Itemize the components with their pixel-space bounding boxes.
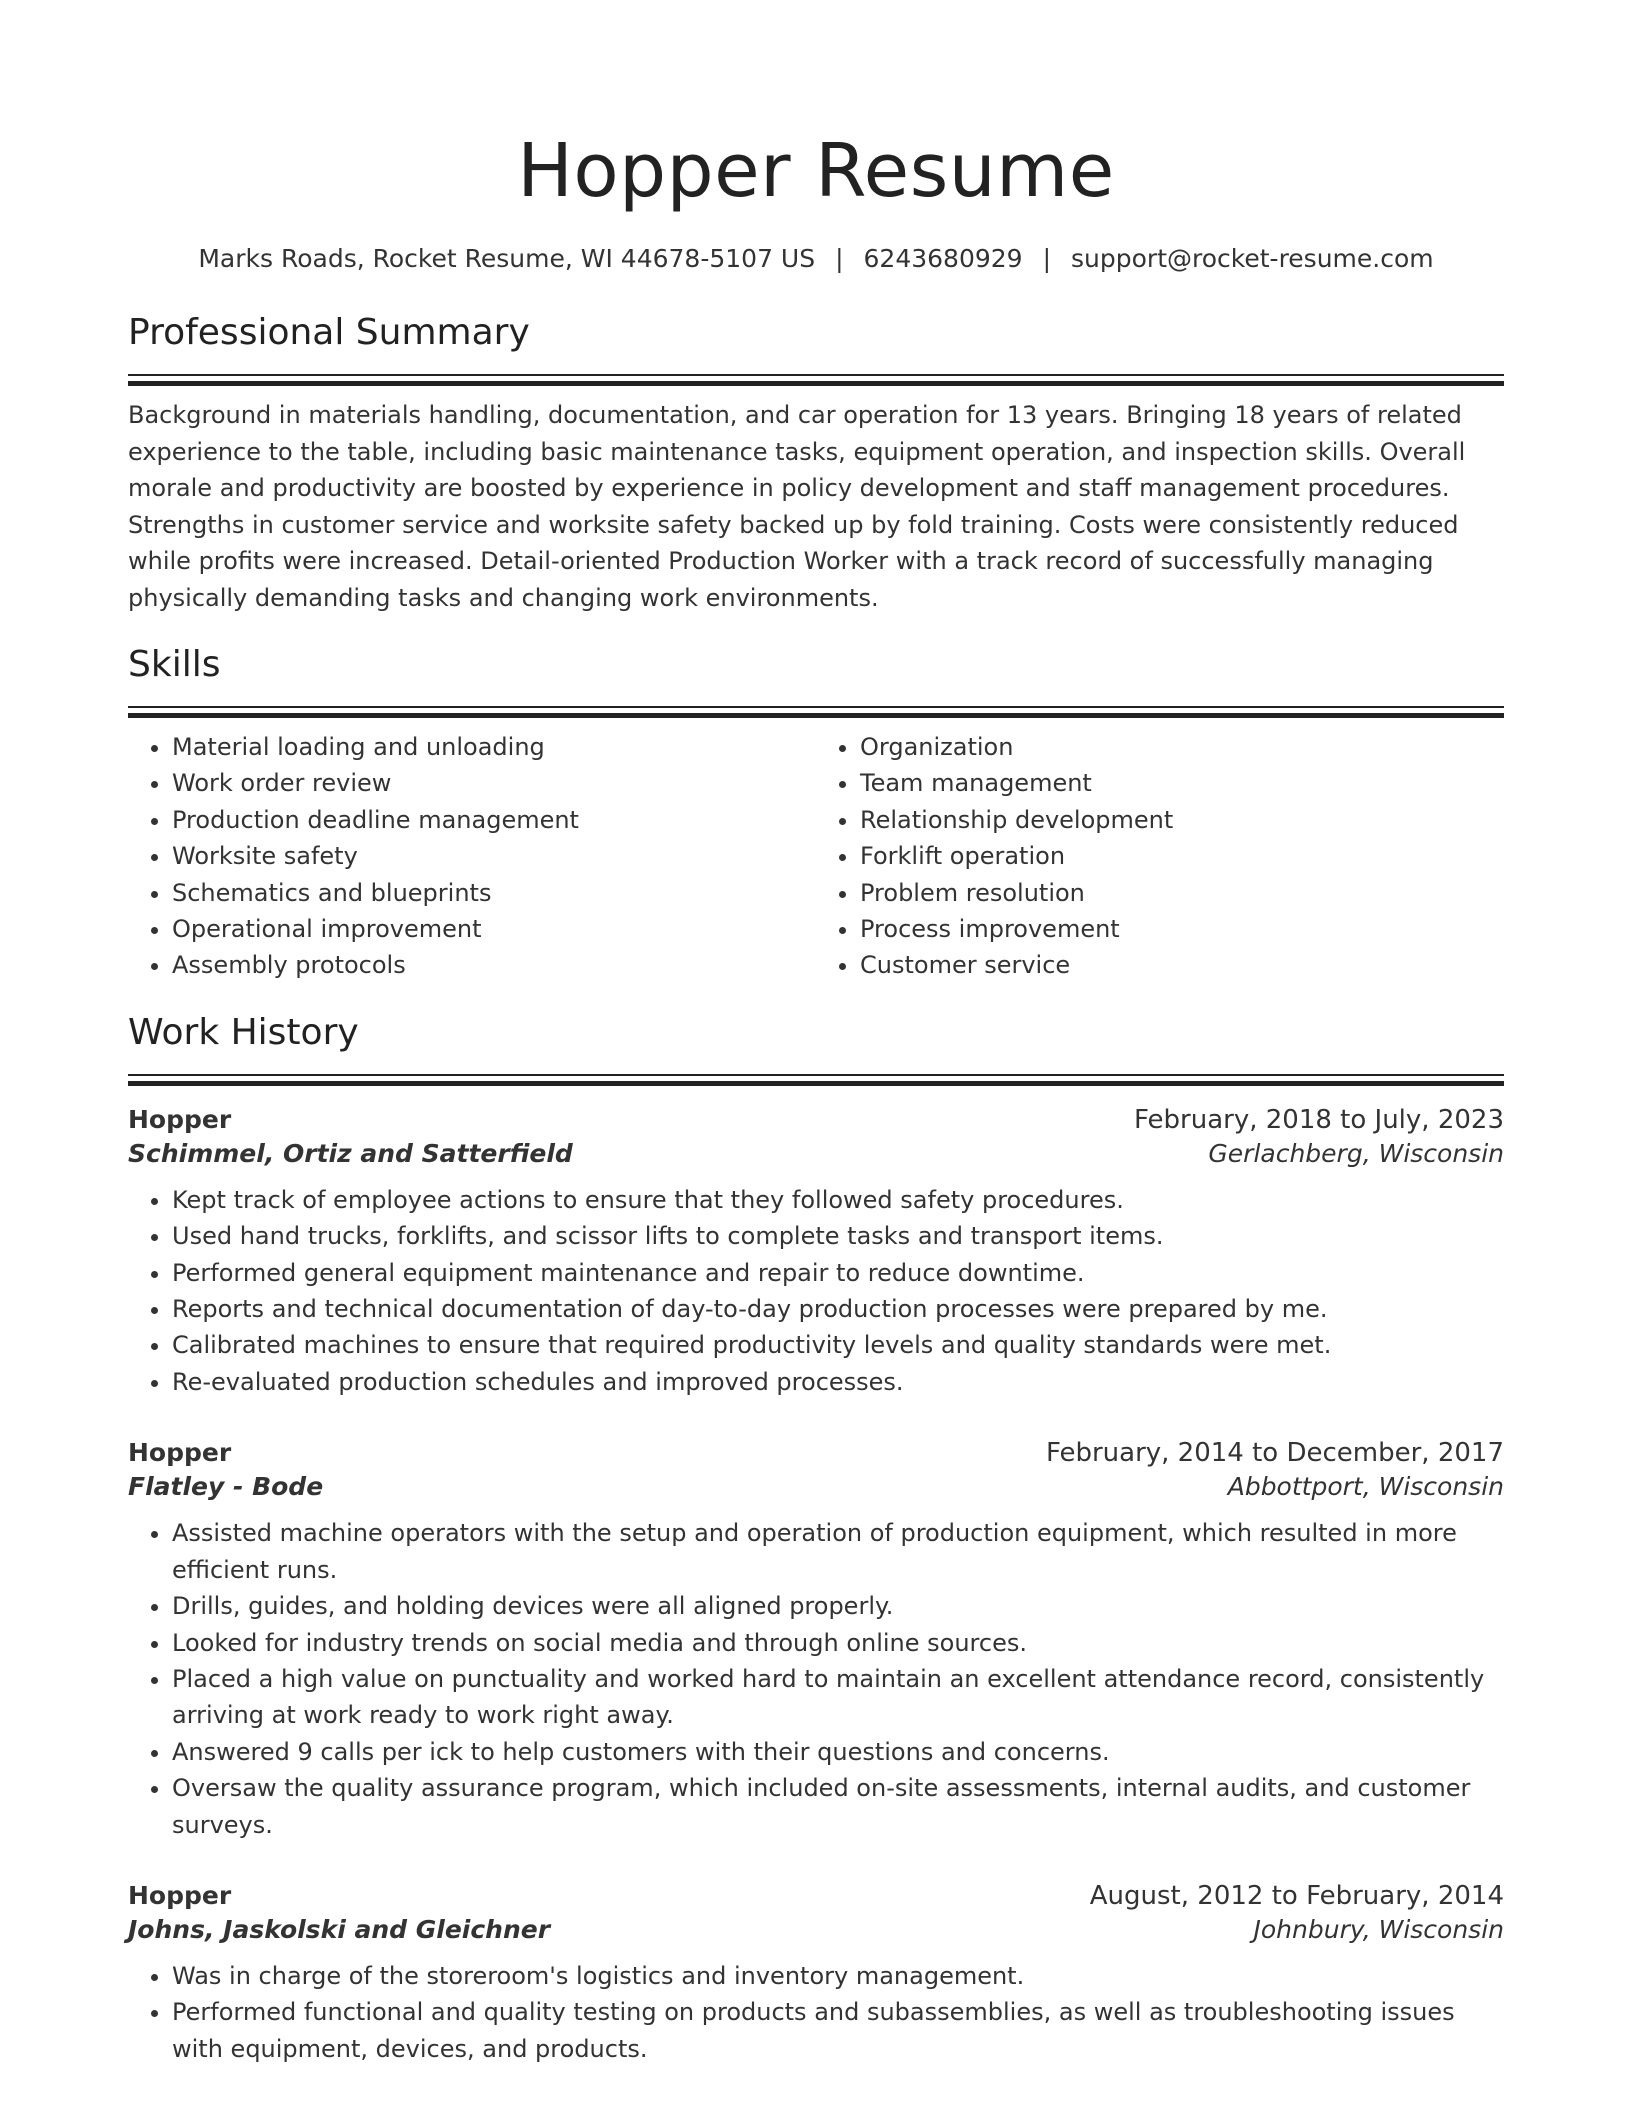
skill-item: • Assembly protocols [172, 947, 816, 983]
skills-list-right [816, 729, 1504, 984]
section-divider [128, 374, 1504, 385]
job-bullet: • Answered 9 calls per ick to help customers with their questions and concerns. [172, 1734, 1504, 1770]
job-dates: February, 2018 to July, 2023 [1134, 1104, 1504, 1135]
job-company: Johns, Jaskolski and Gleichner [128, 1914, 551, 1944]
job-dates: February, 2014 to December, 2017 [1045, 1438, 1504, 1469]
job-header [128, 1881, 1504, 1911]
skills-columns [128, 729, 1504, 984]
skill-item: • Material loading and unloading [172, 729, 816, 765]
job-bullet: • Performed general equipment maintenance and repair to reduce downtime. [172, 1255, 1504, 1291]
job-bullet: • Calibrated machines to ensure that required productivity levels and quality standards were met. [172, 1327, 1504, 1363]
job-bullet: • Looked for industry trends on social media and through online sources. [172, 1625, 1504, 1661]
skill-item: • Process improvement [860, 911, 1504, 947]
job-subheader [128, 1139, 1504, 1168]
skill-item: • Team management [860, 765, 1504, 801]
job-company: Schimmel, Ortiz and Satterfield [128, 1138, 573, 1168]
skill-item: • Work order review [172, 765, 816, 801]
skill-item: • Forklift operation [860, 838, 1504, 874]
job-bullets [128, 1182, 1504, 1400]
job-bullet: • Drills, guides, and holding devices were all aligned properly. [172, 1588, 1504, 1624]
section-title-work-history: Work History [128, 1011, 359, 1053]
contact-address: Marks Roads, Rocket Resume, WI 44678-5107 US [198, 244, 816, 273]
job-bullets [128, 1958, 1504, 2067]
job-location: Gerlachberg, Wisconsin [1208, 1138, 1504, 1168]
resume-name: Hopper Resume [517, 128, 1115, 214]
job-bullet: • Assisted machine operators with the setup and operation of production equipment, which resulted in more efficient runs. [172, 1515, 1504, 1588]
skill-item: • Worksite safety [172, 838, 816, 874]
skill-item: • Schematics and blueprints [172, 875, 816, 911]
contact-separator: | [1042, 244, 1052, 273]
skill-item: • Relationship development [860, 802, 1504, 838]
contact-email[interactable]: support@rocket-resume.com [1071, 244, 1434, 273]
skills-section [128, 642, 1504, 984]
job-entry [128, 1881, 1504, 2067]
job-bullet: • Kept track of employee actions to ensure that they followed safety procedures. [172, 1182, 1504, 1218]
job-header [128, 1105, 1504, 1135]
job-bullet: • Re-evaluated production schedules and improved processes. [172, 1364, 1504, 1400]
skills-list-left [128, 729, 816, 984]
skill-item: • Production deadline management [172, 802, 816, 838]
work-history-section [128, 1010, 1504, 2067]
job-bullet: • Was in charge of the storeroom's logistics and inventory management. [172, 1958, 1504, 1994]
job-entry [128, 1438, 1504, 1843]
job-header [128, 1438, 1504, 1468]
job-entry [128, 1105, 1504, 1400]
job-location: Johnbury, Wisconsin [1253, 1914, 1504, 1944]
job-bullet: • Oversaw the quality assurance program, which included on-site assessments, internal audits, and customer surveys. [172, 1770, 1504, 1843]
job-title: Hopper [128, 1104, 232, 1134]
job-dates: August, 2012 to February, 2014 [1089, 1880, 1504, 1911]
section-divider [128, 1074, 1504, 1085]
section-title-summary: Professional Summary [128, 312, 530, 353]
summary-section [128, 310, 1504, 616]
section-divider [128, 706, 1504, 717]
contact-separator: | [835, 244, 844, 273]
job-subheader [128, 1472, 1504, 1501]
job-subheader [128, 1915, 1504, 1944]
job-company: Flatley - Bode [128, 1472, 324, 1502]
contact-phone: 6243680929 [863, 244, 1023, 273]
skill-item: • Organization [860, 729, 1504, 765]
contact-line [128, 242, 1504, 276]
job-bullet: • Performed functional and quality testing on products and subassemblies, as well as troubleshooting issues with equipment, devices, and products. [172, 1994, 1504, 2067]
job-title: Hopper [128, 1438, 232, 1468]
summary-text: Background in materials handling, documentation, and car operation for 13 years. Bringing 18 years of related experience to the table, including basic maintenance tasks, equipment operation, and inspection skills. Overall morale and productivity are boosted by experience in policy development and staff management procedures. Strengths in customer service and worksite safety backed up by fold training. Costs were consistently reduced while profits were increased. Detail-oriented Production Worker with a track record of successfully managing physically demanding tasks and changing work environments. [128, 401, 1466, 612]
section-title-skills: Skills [128, 644, 221, 685]
job-bullet: • Used hand trucks, forklifts, and scissor lifts to complete tasks and transport items. [172, 1218, 1504, 1254]
job-bullets [128, 1515, 1504, 1843]
skill-item: • Customer service [860, 947, 1504, 983]
job-location: Abbottport, Wisconsin [1227, 1472, 1504, 1502]
skill-item: • Problem resolution [860, 875, 1504, 911]
skill-item: • Operational improvement [172, 911, 816, 947]
job-bullet: • Reports and technical documentation of day-to-day production processes were prepared by me. [172, 1291, 1504, 1327]
job-bullet: • Placed a high value on punctuality and worked hard to maintain an excellent attendance record, consistently arriving at work ready to work right away. [172, 1661, 1504, 1734]
job-title: Hopper [128, 1880, 232, 1910]
